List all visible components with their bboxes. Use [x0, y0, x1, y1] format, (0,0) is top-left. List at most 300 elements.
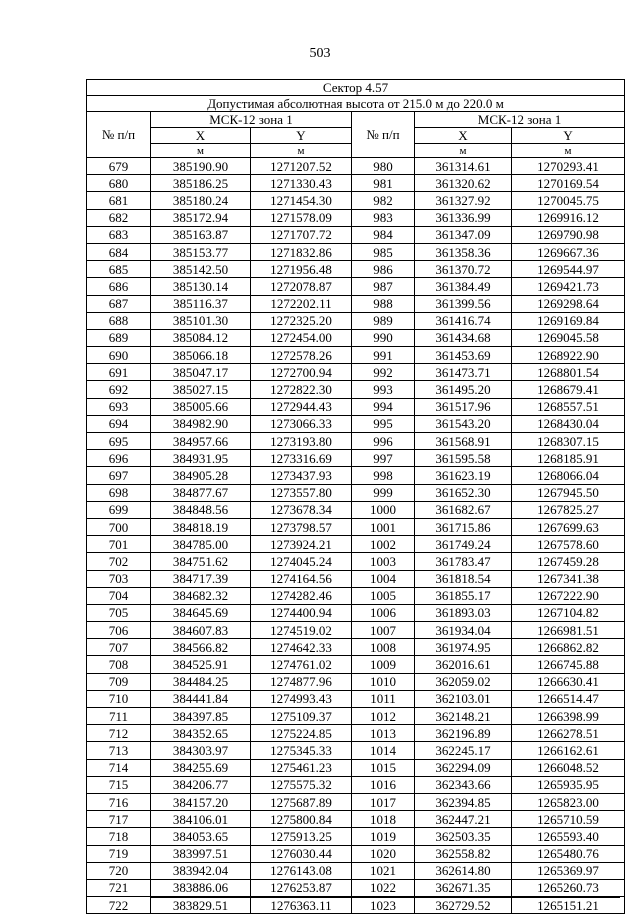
cell-left-num: 681: [87, 192, 151, 209]
cell-left-x: 384525.91: [151, 656, 251, 673]
cell-left-x: 385084.12: [151, 329, 251, 346]
cell-left-x: 383997.51: [151, 845, 251, 862]
cell-right-y: 1269298.64: [512, 295, 625, 312]
cell-left-num: 715: [87, 776, 151, 793]
cell-left-y: 1273798.57: [251, 518, 352, 535]
cell-right-num: 980: [352, 158, 415, 175]
cell-right-x: 361595.58: [415, 450, 512, 467]
cell-left-num: 720: [87, 862, 151, 879]
cell-right-x: 361384.49: [415, 278, 512, 295]
cell-left-x: 384255.69: [151, 759, 251, 776]
cell-left-y: 1276143.08: [251, 862, 352, 879]
cell-left-x: 385066.18: [151, 347, 251, 364]
table-row: [87, 329, 625, 346]
cell-right-y: 1265823.00: [512, 793, 625, 810]
cell-right-num: 990: [352, 329, 415, 346]
cell-left-num: 719: [87, 845, 151, 862]
cell-left-x: 384441.84: [151, 690, 251, 707]
cell-left-x: 384751.62: [151, 553, 251, 570]
cell-left-num: 717: [87, 811, 151, 828]
cell-right-y: 1268922.90: [512, 347, 625, 364]
cell-right-x: 361416.74: [415, 312, 512, 329]
cell-right-y: 1268066.04: [512, 467, 625, 484]
table-row: [87, 158, 625, 175]
footer-divider: [150, 897, 620, 898]
right-system-header: МСК-12 зона 1: [415, 112, 625, 128]
cell-left-num: 679: [87, 158, 151, 175]
cell-left-num: 703: [87, 570, 151, 587]
cell-left-num: 722: [87, 897, 151, 914]
cell-right-num: 983: [352, 209, 415, 226]
cell-right-num: 1000: [352, 501, 415, 518]
cell-left-y: 1272202.11: [251, 295, 352, 312]
cell-right-num: 984: [352, 226, 415, 243]
cell-right-num: 1009: [352, 656, 415, 673]
cell-left-x: 383942.04: [151, 862, 251, 879]
cell-left-y: 1273066.33: [251, 415, 352, 432]
table-row: [87, 278, 625, 295]
coordinates-table-body: [87, 80, 625, 914]
cell-right-num: 1008: [352, 639, 415, 656]
cell-right-num: 1012: [352, 708, 415, 725]
table-row: [87, 295, 625, 312]
cell-left-x: 385153.77: [151, 243, 251, 260]
cell-right-num: 1013: [352, 725, 415, 742]
table-row: [87, 312, 625, 329]
cell-right-x: 361473.71: [415, 364, 512, 381]
cell-left-y: 1275913.25: [251, 828, 352, 845]
cell-left-x: 384206.77: [151, 776, 251, 793]
cell-right-y: 1268185.91: [512, 450, 625, 467]
cell-right-x: 362245.17: [415, 742, 512, 759]
cell-right-num: 989: [352, 312, 415, 329]
cell-right-y: 1268430.04: [512, 415, 625, 432]
cell-right-y: 1268557.51: [512, 398, 625, 415]
cell-left-x: 384957.66: [151, 433, 251, 450]
cell-right-num: 1016: [352, 776, 415, 793]
cell-left-y: 1274993.43: [251, 690, 352, 707]
cell-right-x: 361783.47: [415, 553, 512, 570]
table-row: [87, 673, 625, 690]
cell-right-num: 995: [352, 415, 415, 432]
cell-right-num: 1021: [352, 862, 415, 879]
table-row: [87, 776, 625, 793]
cell-right-y: 1265151.21: [512, 897, 625, 914]
cell-left-x: 384905.28: [151, 467, 251, 484]
cell-right-num: 998: [352, 467, 415, 484]
cell-right-x: 361399.56: [415, 295, 512, 312]
cell-right-y: 1265593.40: [512, 828, 625, 845]
cell-right-x: 362394.85: [415, 793, 512, 810]
cell-right-x: 361327.92: [415, 192, 512, 209]
cell-right-y: 1266048.52: [512, 759, 625, 776]
cell-left-y: 1271956.48: [251, 261, 352, 278]
cell-right-y: 1267825.27: [512, 501, 625, 518]
cell-right-num: 1011: [352, 690, 415, 707]
cell-right-y: 1266745.88: [512, 656, 625, 673]
cell-left-x: 385047.17: [151, 364, 251, 381]
cell-right-num: 982: [352, 192, 415, 209]
table-row: [87, 347, 625, 364]
cell-left-x: 385180.24: [151, 192, 251, 209]
cell-right-num: 1002: [352, 536, 415, 553]
cell-right-num: 1022: [352, 879, 415, 896]
cell-right-y: 1269790.98: [512, 226, 625, 243]
sector-title: Сектор 4.57: [87, 80, 625, 96]
cell-right-x: 362343.66: [415, 776, 512, 793]
cell-right-y: 1267222.90: [512, 587, 625, 604]
cell-left-num: 685: [87, 261, 151, 278]
table-row: [87, 587, 625, 604]
cell-left-num: 712: [87, 725, 151, 742]
cell-right-y: 1268679.41: [512, 381, 625, 398]
cell-right-x: 362558.82: [415, 845, 512, 862]
header-row-system: [87, 112, 625, 128]
cell-left-y: 1273924.21: [251, 536, 352, 553]
cell-right-x: 362294.09: [415, 759, 512, 776]
cell-left-y: 1273557.80: [251, 484, 352, 501]
table-row: [87, 862, 625, 879]
cell-left-y: 1274519.02: [251, 622, 352, 639]
cell-left-y: 1273193.80: [251, 433, 352, 450]
coordinates-table: [86, 79, 625, 914]
cell-right-y: 1267341.38: [512, 570, 625, 587]
cell-left-x: 383829.51: [151, 897, 251, 914]
cell-left-num: 683: [87, 226, 151, 243]
cell-left-x: 384303.97: [151, 742, 251, 759]
cell-right-x: 361320.62: [415, 175, 512, 192]
cell-right-num: 985: [352, 243, 415, 260]
cell-left-num: 697: [87, 467, 151, 484]
cell-left-x: 385116.37: [151, 295, 251, 312]
table-row: [87, 553, 625, 570]
table-row: [87, 501, 625, 518]
cell-left-x: 385101.30: [151, 312, 251, 329]
cell-left-x: 385186.25: [151, 175, 251, 192]
cell-right-y: 1265710.59: [512, 811, 625, 828]
cell-left-y: 1275575.32: [251, 776, 352, 793]
table-row: [87, 639, 625, 656]
cell-right-y: 1266981.51: [512, 622, 625, 639]
cell-right-x: 361855.17: [415, 587, 512, 604]
left-y-unit: м: [251, 144, 352, 158]
cell-left-x: 385005.66: [151, 398, 251, 415]
cell-left-num: 688: [87, 312, 151, 329]
cell-left-num: 691: [87, 364, 151, 381]
cell-right-x: 362148.21: [415, 708, 512, 725]
cell-left-y: 1271454.30: [251, 192, 352, 209]
cell-left-x: 384645.69: [151, 604, 251, 621]
cell-left-num: 713: [87, 742, 151, 759]
left-x-header: X: [151, 128, 251, 144]
cell-left-num: 682: [87, 209, 151, 226]
cell-left-y: 1274877.96: [251, 673, 352, 690]
cell-left-y: 1274761.02: [251, 656, 352, 673]
cell-right-y: 1266162.61: [512, 742, 625, 759]
table-row: [87, 398, 625, 415]
cell-left-y: 1274164.56: [251, 570, 352, 587]
cell-right-num: 991: [352, 347, 415, 364]
cell-right-num: 1007: [352, 622, 415, 639]
cell-left-y: 1274282.46: [251, 587, 352, 604]
table-row: [87, 656, 625, 673]
left-y-header: Y: [251, 128, 352, 144]
cell-left-y: 1272944.43: [251, 398, 352, 415]
cell-left-x: 384053.65: [151, 828, 251, 845]
cell-left-num: 694: [87, 415, 151, 432]
cell-right-y: 1268801.54: [512, 364, 625, 381]
cell-right-y: 1269544.97: [512, 261, 625, 278]
cell-left-num: 714: [87, 759, 151, 776]
cell-left-y: 1275687.89: [251, 793, 352, 810]
cell-left-x: 384484.25: [151, 673, 251, 690]
cell-left-x: 385163.87: [151, 226, 251, 243]
cell-left-y: 1272700.94: [251, 364, 352, 381]
cell-right-x: 361347.09: [415, 226, 512, 243]
cell-left-x: 385130.14: [151, 278, 251, 295]
cell-right-x: 361818.54: [415, 570, 512, 587]
cell-left-num: 700: [87, 518, 151, 535]
table-row: [87, 364, 625, 381]
table-row: [87, 226, 625, 243]
cell-right-num: 1004: [352, 570, 415, 587]
cell-right-x: 361495.20: [415, 381, 512, 398]
table-row: [87, 467, 625, 484]
cell-left-y: 1271207.52: [251, 158, 352, 175]
table-row: [87, 484, 625, 501]
cell-left-y: 1275224.85: [251, 725, 352, 742]
table-row: [87, 450, 625, 467]
cell-left-y: 1276253.87: [251, 879, 352, 896]
cell-right-x: 362103.01: [415, 690, 512, 707]
cell-right-y: 1269916.12: [512, 209, 625, 226]
cell-left-y: 1271330.43: [251, 175, 352, 192]
cell-right-num: 1015: [352, 759, 415, 776]
cell-left-x: 384717.39: [151, 570, 251, 587]
cell-left-num: 687: [87, 295, 151, 312]
cell-left-y: 1274400.94: [251, 604, 352, 621]
cell-left-x: 384848.56: [151, 501, 251, 518]
cell-left-y: 1275345.33: [251, 742, 352, 759]
cell-right-x: 361517.96: [415, 398, 512, 415]
cell-right-y: 1265480.76: [512, 845, 625, 862]
cell-left-num: 690: [87, 347, 151, 364]
cell-right-x: 361568.91: [415, 433, 512, 450]
cell-right-x: 362729.52: [415, 897, 512, 914]
table-row: [87, 725, 625, 742]
cell-right-num: 1001: [352, 518, 415, 535]
cell-right-x: 361623.19: [415, 467, 512, 484]
cell-right-x: 361749.24: [415, 536, 512, 553]
table-row: [87, 433, 625, 450]
cell-right-num: 997: [352, 450, 415, 467]
cell-left-num: 704: [87, 587, 151, 604]
table-row: [87, 828, 625, 845]
cell-left-y: 1271832.86: [251, 243, 352, 260]
cell-left-y: 1273678.34: [251, 501, 352, 518]
cell-left-num: 716: [87, 793, 151, 810]
cell-left-num: 684: [87, 243, 151, 260]
right-x-header: X: [415, 128, 512, 144]
cell-left-y: 1273437.93: [251, 467, 352, 484]
cell-right-num: 988: [352, 295, 415, 312]
cell-left-y: 1274045.24: [251, 553, 352, 570]
cell-right-y: 1266630.41: [512, 673, 625, 690]
cell-right-y: 1269045.58: [512, 329, 625, 346]
cell-right-x: 361934.04: [415, 622, 512, 639]
cell-left-num: 695: [87, 433, 151, 450]
cell-left-num: 708: [87, 656, 151, 673]
cell-right-x: 361652.30: [415, 484, 512, 501]
right-y-unit: м: [512, 144, 625, 158]
page-number: 503: [309, 46, 331, 61]
cell-left-y: 1272578.26: [251, 347, 352, 364]
cell-left-x: 385142.50: [151, 261, 251, 278]
cell-right-num: 1023: [352, 897, 415, 914]
table-row: [87, 415, 625, 432]
cell-left-num: 693: [87, 398, 151, 415]
right-num-header: № п/п: [352, 112, 415, 158]
table-row: [87, 811, 625, 828]
cell-left-num: 692: [87, 381, 151, 398]
cell-left-y: 1271578.09: [251, 209, 352, 226]
cell-left-x: 385027.15: [151, 381, 251, 398]
cell-right-y: 1267459.28: [512, 553, 625, 570]
table-row: [87, 793, 625, 810]
cell-left-x: 385172.94: [151, 209, 251, 226]
cell-left-num: 711: [87, 708, 151, 725]
cell-right-x: 362671.35: [415, 879, 512, 896]
cell-right-x: 361314.61: [415, 158, 512, 175]
cell-right-x: 361682.67: [415, 501, 512, 518]
sector-row: [87, 80, 625, 96]
table-row: [87, 879, 625, 896]
cell-right-x: 362196.89: [415, 725, 512, 742]
cell-left-x: 384607.83: [151, 622, 251, 639]
cell-right-y: 1267578.60: [512, 536, 625, 553]
cell-right-num: 981: [352, 175, 415, 192]
cell-right-y: 1269421.73: [512, 278, 625, 295]
height-range: Допустимая абсолютная высота от 215.0 м до 220.0 м: [87, 96, 625, 112]
cell-left-x: 384818.19: [151, 518, 251, 535]
cell-left-x: 384397.85: [151, 708, 251, 725]
right-y-header: Y: [512, 128, 625, 144]
cell-left-x: 383886.06: [151, 879, 251, 896]
right-x-unit: м: [415, 144, 512, 158]
cell-right-num: 1010: [352, 673, 415, 690]
cell-left-num: 702: [87, 553, 151, 570]
cell-right-x: 361715.86: [415, 518, 512, 535]
cell-left-y: 1272078.87: [251, 278, 352, 295]
left-x-unit: м: [151, 144, 251, 158]
cell-left-y: 1275461.23: [251, 759, 352, 776]
cell-right-num: 987: [352, 278, 415, 295]
cell-left-y: 1275800.84: [251, 811, 352, 828]
cell-right-num: 1017: [352, 793, 415, 810]
cell-right-y: 1270293.41: [512, 158, 625, 175]
cell-left-num: 699: [87, 501, 151, 518]
cell-right-x: 361974.95: [415, 639, 512, 656]
cell-left-y: 1273316.69: [251, 450, 352, 467]
height-range-row: [87, 96, 625, 112]
cell-left-num: 718: [87, 828, 151, 845]
cell-right-y: 1270045.75: [512, 192, 625, 209]
cell-right-y: 1265935.95: [512, 776, 625, 793]
cell-right-y: 1268307.15: [512, 433, 625, 450]
cell-right-y: 1267104.82: [512, 604, 625, 621]
cell-right-num: 1019: [352, 828, 415, 845]
cell-right-x: 362447.21: [415, 811, 512, 828]
cell-left-num: 705: [87, 604, 151, 621]
cell-right-y: 1265369.97: [512, 862, 625, 879]
cell-left-y: 1275109.37: [251, 708, 352, 725]
cell-right-x: 362503.35: [415, 828, 512, 845]
table-row: [87, 845, 625, 862]
cell-left-x: 384566.82: [151, 639, 251, 656]
table-row: [87, 570, 625, 587]
table-row: [87, 759, 625, 776]
cell-left-y: 1272822.30: [251, 381, 352, 398]
cell-left-num: 721: [87, 879, 151, 896]
cell-left-num: 710: [87, 690, 151, 707]
cell-right-num: 1018: [352, 811, 415, 828]
cell-left-y: 1276030.44: [251, 845, 352, 862]
cell-right-x: 361336.99: [415, 209, 512, 226]
cell-right-x: 361434.68: [415, 329, 512, 346]
cell-right-y: 1267945.50: [512, 484, 625, 501]
cell-right-x: 362614.80: [415, 862, 512, 879]
cell-left-num: 706: [87, 622, 151, 639]
cell-left-x: 384682.32: [151, 587, 251, 604]
table-row: [87, 192, 625, 209]
table-row: [87, 897, 625, 914]
cell-right-x: 361358.36: [415, 243, 512, 260]
cell-right-y: 1265260.73: [512, 879, 625, 896]
cell-right-y: 1266862.82: [512, 639, 625, 656]
cell-left-x: 384931.95: [151, 450, 251, 467]
left-num-header: № п/п: [87, 112, 151, 158]
cell-right-num: 1014: [352, 742, 415, 759]
cell-right-y: 1267699.63: [512, 518, 625, 535]
cell-right-y: 1270169.54: [512, 175, 625, 192]
cell-left-num: 696: [87, 450, 151, 467]
cell-right-x: 361453.69: [415, 347, 512, 364]
cell-left-y: 1271707.72: [251, 226, 352, 243]
cell-right-y: 1269169.84: [512, 312, 625, 329]
cell-right-x: 361543.20: [415, 415, 512, 432]
table-row: [87, 708, 625, 725]
cell-right-num: 999: [352, 484, 415, 501]
cell-right-y: 1269667.36: [512, 243, 625, 260]
cell-right-y: 1266514.47: [512, 690, 625, 707]
table-row: [87, 690, 625, 707]
table-row: [87, 175, 625, 192]
cell-right-num: 1020: [352, 845, 415, 862]
table-row: [87, 261, 625, 278]
cell-right-x: 361370.72: [415, 261, 512, 278]
table-row: [87, 518, 625, 535]
table-row: [87, 243, 625, 260]
table-row: [87, 622, 625, 639]
cell-left-x: 385190.90: [151, 158, 251, 175]
cell-left-x: 384106.01: [151, 811, 251, 828]
table-row: [87, 209, 625, 226]
cell-left-num: 686: [87, 278, 151, 295]
cell-left-x: 384352.65: [151, 725, 251, 742]
cell-left-num: 680: [87, 175, 151, 192]
cell-left-y: 1276363.11: [251, 897, 352, 914]
cell-right-num: 1003: [352, 553, 415, 570]
